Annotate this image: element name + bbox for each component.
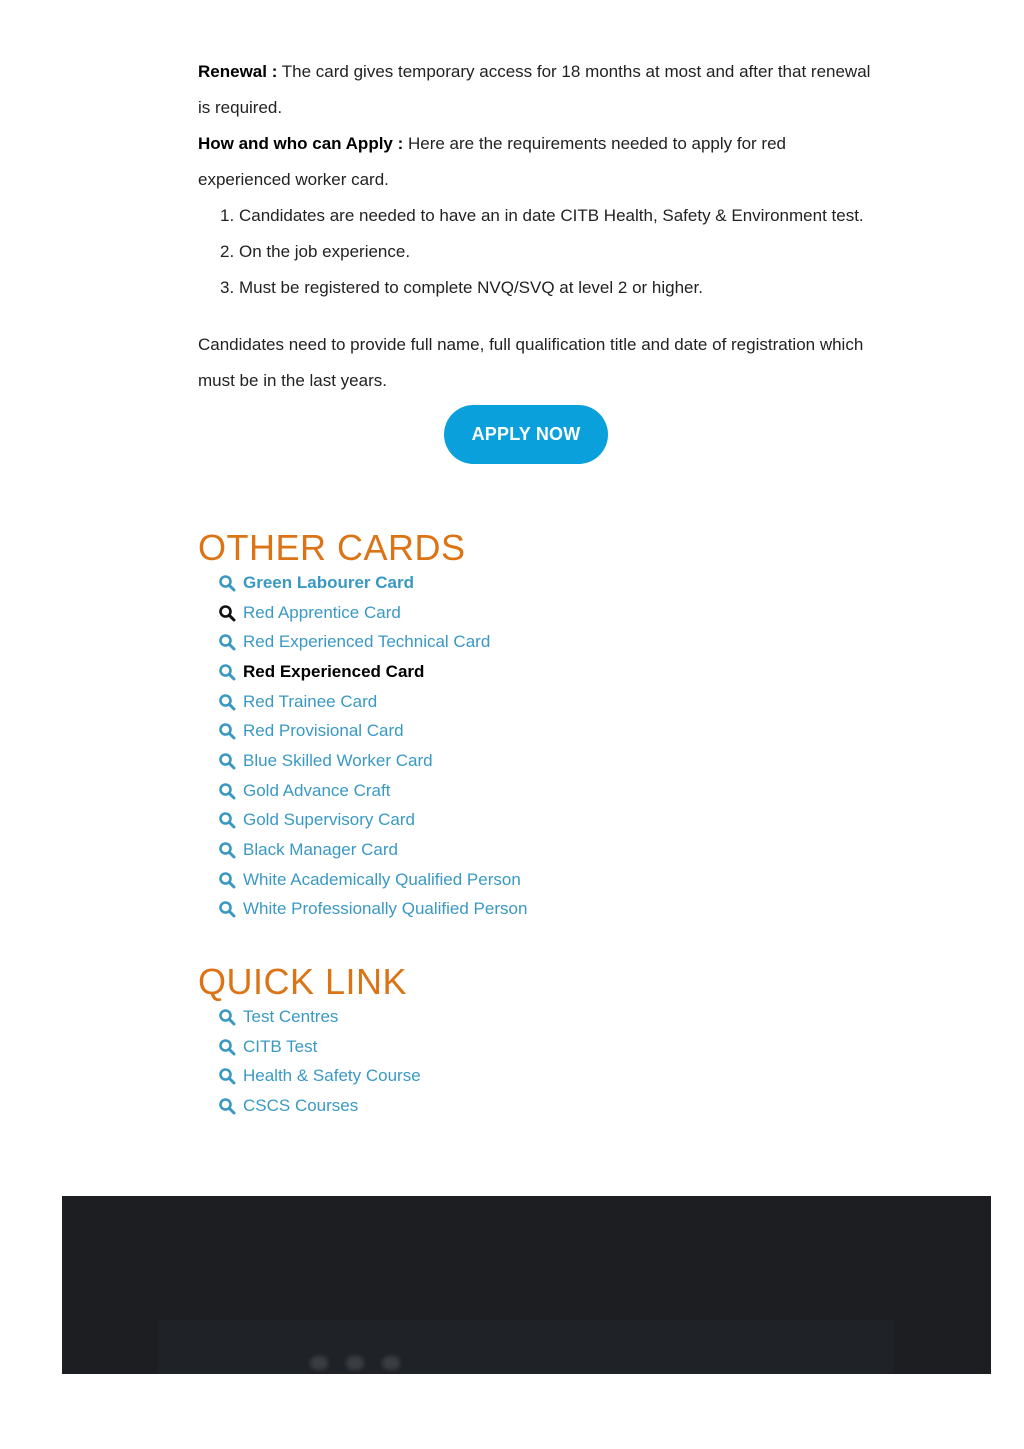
search-icon (218, 871, 236, 889)
search-icon (218, 633, 236, 651)
site-footer (62, 1196, 991, 1374)
quick-link-item[interactable] (218, 1032, 878, 1062)
quick-link-test-centres[interactable]: Test Centres (243, 1007, 339, 1027)
card-link-red-trainee[interactable]: Red Trainee Card (243, 691, 378, 711)
how-apply-text: Here are the requirements needed to apply for red experienced worker card. (198, 134, 786, 189)
requirements-list (220, 198, 878, 306)
other-card-item[interactable] (218, 835, 878, 865)
how-apply-label: How and who can Apply : (198, 134, 404, 153)
requirement-text: Must be registered to complete NVQ/SVQ at level 2 or higher. (239, 278, 703, 297)
other-card-item[interactable] (218, 895, 878, 925)
search-icon (218, 722, 236, 740)
quick-link-item[interactable] (218, 1002, 878, 1032)
other-card-item[interactable] (218, 716, 878, 746)
apply-button-wrapper (198, 405, 854, 464)
how-apply-paragraph (198, 126, 878, 198)
apply-now-button[interactable]: APPLY NOW (444, 405, 609, 464)
search-icon (218, 574, 236, 592)
other-card-item[interactable] (218, 598, 878, 628)
quick-link-item[interactable] (218, 1062, 878, 1092)
renewal-paragraph (198, 54, 878, 126)
search-icon (218, 782, 236, 800)
candidates-note: Candidates need to provide full name, full qualification title and date of registration which must be in the last years. (198, 335, 864, 390)
search-icon (218, 900, 236, 918)
quick-link-health-safety-course[interactable]: Health & Safety Course (243, 1066, 421, 1086)
quick-link-list (218, 1002, 878, 1121)
social-icon[interactable] (346, 1356, 364, 1370)
search-icon (218, 1008, 236, 1026)
card-link-black-manager[interactable]: Black Manager Card (243, 840, 398, 860)
requirement-number: 1. (220, 206, 235, 225)
other-card-item[interactable] (218, 627, 878, 657)
other-cards-list (218, 568, 878, 924)
other-card-item[interactable] (218, 687, 878, 717)
search-icon (218, 1038, 236, 1056)
requirement-text: Candidates are needed to have an in date CITB Health, Safety & Environment test. (239, 206, 864, 225)
social-icon[interactable] (310, 1356, 328, 1370)
main-content (198, 54, 878, 1121)
search-icon (218, 841, 236, 859)
requirement-number: 2. (220, 242, 235, 261)
search-icon (218, 1097, 236, 1115)
search-icon (218, 1067, 236, 1085)
card-link-white-professionally-qualified[interactable]: White Professionally Qualified Person (243, 899, 528, 919)
search-icon (218, 811, 236, 829)
card-link-red-experienced[interactable]: Red Experienced Card (243, 661, 425, 681)
other-card-item[interactable] (218, 657, 878, 687)
search-icon (218, 663, 236, 681)
footer-panel (158, 1320, 894, 1374)
other-cards-heading: OTHER CARDS (198, 527, 466, 568)
footer-social-icons (310, 1356, 400, 1370)
card-link-gold-advance-craft[interactable]: Gold Advance Craft (243, 780, 391, 800)
other-card-item[interactable] (218, 746, 878, 776)
quick-link-citb-test[interactable]: CITB Test (243, 1036, 318, 1056)
card-link-green-labourer[interactable]: Green Labourer Card (243, 572, 414, 592)
renewal-text: The card gives temporary access for 18 months at most and after that renewal is required. (198, 62, 871, 117)
requirement-number: 3. (220, 278, 235, 297)
requirement-text: On the job experience. (239, 242, 411, 261)
quick-link-item[interactable] (218, 1091, 878, 1121)
social-icon[interactable] (382, 1356, 400, 1370)
quick-link-heading: QUICK LINK (198, 961, 408, 1003)
other-card-item[interactable] (218, 776, 878, 806)
renewal-label: Renewal : (198, 62, 278, 81)
card-link-red-apprentice[interactable]: Red Apprentice Card (243, 602, 401, 622)
search-icon (218, 604, 236, 622)
other-card-item[interactable] (218, 806, 878, 836)
requirement-item (220, 234, 878, 270)
quick-link-cscs-courses[interactable]: CSCS Courses (243, 1096, 359, 1116)
other-card-item[interactable] (218, 568, 878, 598)
requirement-item (220, 198, 878, 234)
search-icon (218, 693, 236, 711)
card-link-gold-supervisory[interactable]: Gold Supervisory Card (243, 810, 415, 830)
search-icon (218, 752, 236, 770)
other-card-item[interactable] (218, 865, 878, 895)
card-link-blue-skilled-worker[interactable]: Blue Skilled Worker Card (243, 750, 433, 770)
card-link-red-experienced-technical[interactable]: Red Experienced Technical Card (243, 632, 491, 652)
card-link-red-provisional[interactable]: Red Provisional Card (243, 721, 404, 741)
requirement-item (220, 270, 878, 306)
card-link-white-academically-qualified[interactable]: White Academically Qualified Person (243, 869, 521, 889)
